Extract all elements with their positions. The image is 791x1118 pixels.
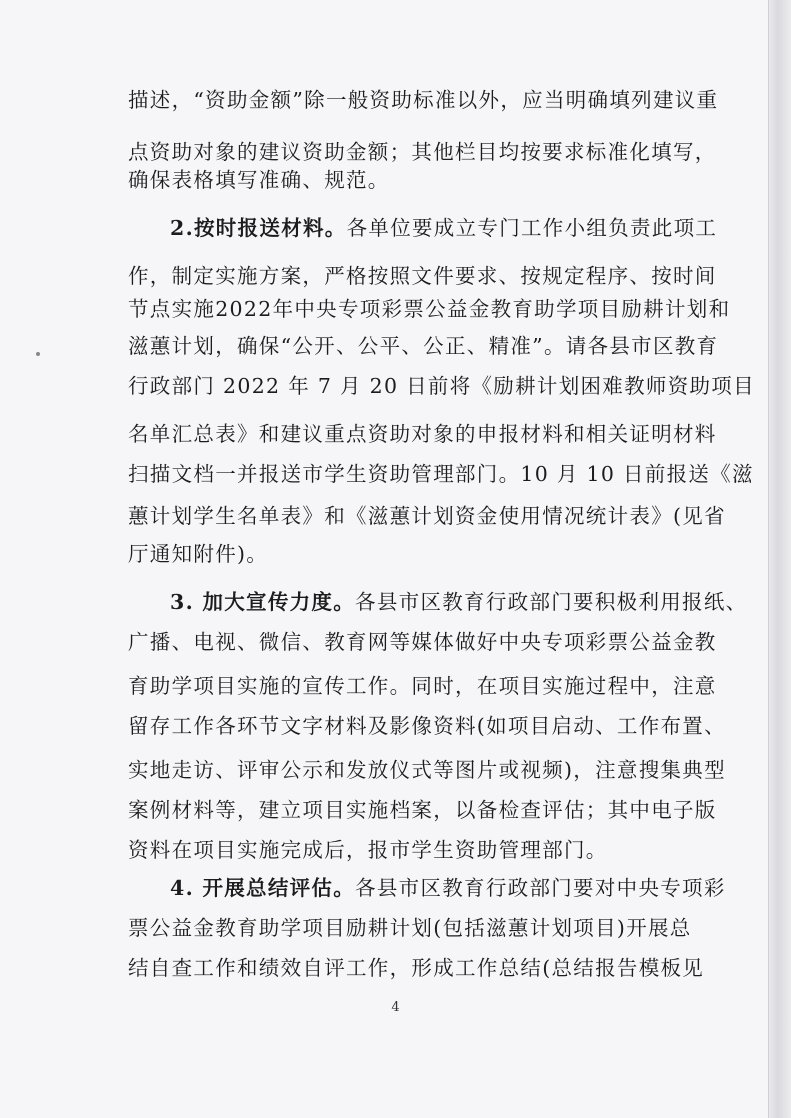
text-line: 厅通知附件)。 — [128, 542, 269, 566]
section-2-heading-line: 2.按时报送材料。各单位要成立专门工作小组负责此项工 — [170, 216, 718, 240]
text-line: 扫描文档一并报送市学生资助管理部门。10 月 10 日前报送《滋 — [128, 462, 754, 486]
text-line: 滋蕙计划，确保“公开、公平、公正、精准”。请各县市区教育 — [128, 334, 719, 358]
section-3-heading-line: 3. 加大宣传力度。各县市区教育行政部门要积极利用报纸、 — [170, 590, 748, 614]
text-line: 确保表格填写准确、规范。 — [128, 168, 390, 192]
text-line: 实地走访、评审公示和发放仪式等图片或视频)，注意搜集典型 — [128, 758, 726, 782]
text-line: 结自查工作和绩效自评工作，形成工作总结(总结报告模板见 — [128, 956, 705, 980]
text-line: 蕙计划学生名单表》和《滋蕙计划资金使用情况统计表》(见省 — [128, 504, 726, 528]
text-line: 行政部门 2022 年 7 月 20 日前将《励耕计划困难教师资助项目 — [128, 374, 755, 398]
text-line: 作，制定实施方案，严格按照文件要求、按规定程序、按时间 — [128, 264, 717, 288]
section-4-heading-line: 4. 开展总结评估。各县市区教育行政部门要对中央专项彩 — [170, 876, 726, 900]
text-line: 育助学项目实施的宣传工作。同时，在项目实施过程中，注意 — [128, 674, 717, 698]
page-edge-shadow — [768, 0, 791, 1118]
text-line: 描述，“资助金额”除一般资助标准以外，应当明确填列建议重 — [128, 88, 719, 112]
text-line: 票公益金教育助学项目励耕计划(包括滋蕙计划项目)开展总 — [128, 916, 692, 940]
text-line: 节点实施2022年中央专项彩票公益金教育助学项目励耕计划和 — [128, 297, 731, 321]
text-line: 资料在项目实施完成后，报市学生资助管理部门。 — [128, 838, 608, 862]
text-line: 点资助对象的建议资助金额；其他栏目均按要求标准化填写， — [128, 140, 717, 164]
text-line: 名单汇总表》和建议重点资助对象的申报材料和相关证明材料 — [128, 422, 717, 446]
page-number: 4 — [391, 1000, 400, 1015]
scan-speck — [36, 352, 40, 356]
text-line: 留存工作各环节文字材料及影像资料(如项目启动、工作布置、 — [128, 714, 726, 738]
text-line: 广播、电视、微信、教育网等媒体做好中央专项彩票公益金教 — [128, 630, 717, 654]
text-line: 案例材料等，建立项目实施档案，以备检查评估；其中电子版 — [128, 798, 717, 822]
